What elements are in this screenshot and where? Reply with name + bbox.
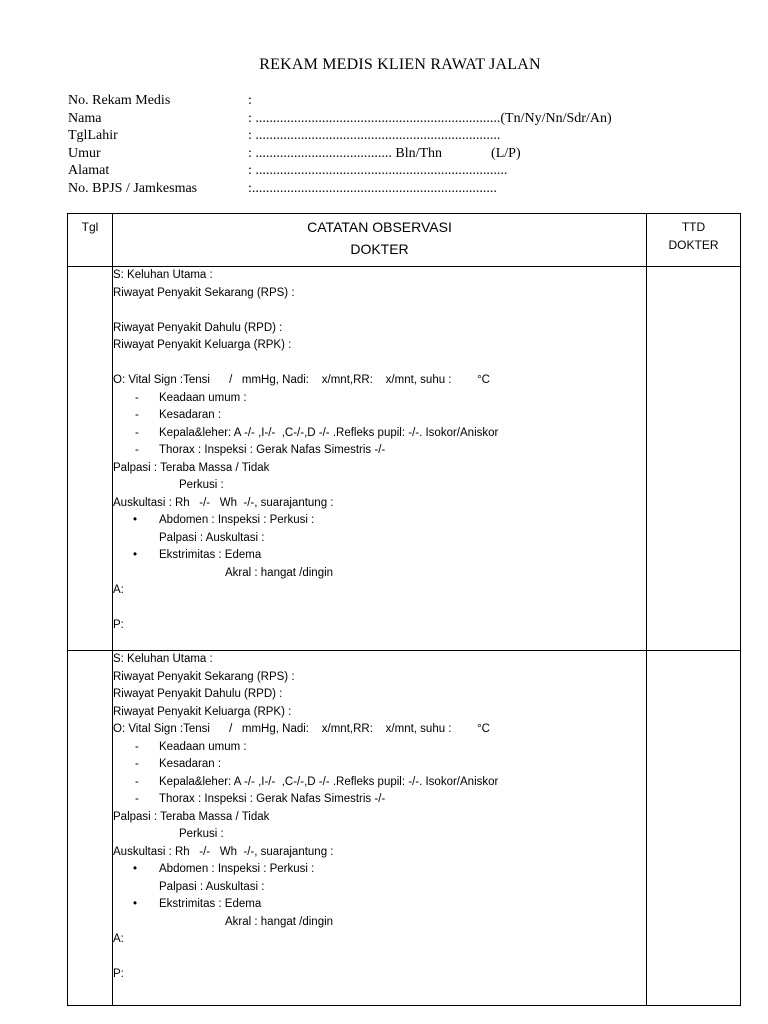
header-catatan-line2: DOKTER xyxy=(350,241,409,257)
document-title: REKAM MEDIS KLIEN RAWAT JALAN xyxy=(259,56,541,73)
field-label: Umur xyxy=(68,145,101,161)
field-value[interactable]: : ......................................................................(Tn/Ny/Nn/Sdr/An) xyxy=(248,110,612,126)
riwayat-rpd: Riwayat Penyakit Dahulu (RPD) : xyxy=(113,688,283,700)
table-row xyxy=(68,267,741,651)
header-ttd-dokter xyxy=(647,214,741,267)
keadaan-umum: - Keadaan umum : xyxy=(113,739,646,757)
kesadaran: - Kesadaran : xyxy=(113,407,646,425)
field-value[interactable]: :...................................................................... xyxy=(248,180,497,196)
blank-line xyxy=(113,355,646,373)
abdomen: • Abdomen : Inspeksi : Perkusi : xyxy=(113,861,646,879)
observation-notes-cell[interactable] xyxy=(113,651,647,1006)
blank-line xyxy=(113,600,646,618)
riwayat-rpk: Riwayat Penyakit Keluarga (RPK) : xyxy=(113,705,292,718)
auskultasi: Auskultasi : Rh -/- Wh -/-, suarajantung : xyxy=(113,845,334,858)
assessment: A: xyxy=(113,933,124,945)
auskultasi: Auskultasi : Rh -/- Wh -/-, suarajantung : xyxy=(113,496,334,509)
field-value[interactable]: : ...................................................................... xyxy=(248,128,501,143)
ekstrimitas: • Ekstrimitas : Edema xyxy=(113,896,646,914)
kepala-leher: - Kepala&leher: A -/- ,I-/- ,C-/-,D -/- .Refleks pupil: -/-. Isokor/Aniskor xyxy=(113,774,646,792)
blank-line xyxy=(113,302,646,320)
ttd-dokter-cell[interactable] xyxy=(647,267,741,651)
riwayat-rpk: Riwayat Penyakit Keluarga (RPK) : xyxy=(113,339,292,351)
ekstrimitas: • Ekstrimitas : Edema xyxy=(113,547,646,565)
plan: P: xyxy=(113,619,124,631)
header-catatan-line1: CATATAN OBSERVASI xyxy=(307,219,452,235)
riwayat-rps: Riwayat Penyakit Sekarang (RPS) : xyxy=(113,670,295,683)
palpasi: Palpasi : Teraba Massa / Tidak xyxy=(113,461,270,474)
abdomen: • Abdomen : Inspeksi : Perkusi : xyxy=(113,512,646,530)
akral: Akral : hangat /dingin xyxy=(225,566,334,579)
table-row xyxy=(68,651,741,1006)
field-value[interactable]: : ....................................... Bln/Thn (L/P) xyxy=(248,145,521,161)
field-label: TglLahir xyxy=(68,128,118,143)
header-tgl: Tgl xyxy=(68,214,113,267)
keadaan-umum: - Keadaan umum : xyxy=(113,390,646,408)
palpasi: Palpasi : Teraba Massa / Tidak xyxy=(113,810,270,823)
field-label: Alamat xyxy=(68,163,110,178)
abdomen-palpasi: Palpasi : Auskultasi : xyxy=(159,880,265,893)
blank-line xyxy=(113,949,646,967)
table-header-row xyxy=(68,214,741,267)
tgl-cell[interactable] xyxy=(68,651,113,1006)
perkusi: Perkusi : xyxy=(179,828,224,840)
riwayat-rps: Riwayat Penyakit Sekarang (RPS) : xyxy=(113,286,295,299)
observation-table xyxy=(67,213,741,1006)
abdomen-palpasi: Palpasi : Auskultasi : xyxy=(159,531,265,544)
kepala-leher: - Kepala&leher: A -/- ,I-/- ,C-/-,D -/- .Refleks pupil: -/-. Isokor/Aniskor xyxy=(113,425,646,443)
keluhan-utama: S: Keluhan Utama : xyxy=(113,653,213,665)
field-label: No. BPJS / Jamkesmas xyxy=(68,180,198,196)
field-label: Nama xyxy=(68,110,102,126)
observation-notes-cell[interactable] xyxy=(113,267,647,651)
header-catatan-observasi xyxy=(113,214,647,267)
field-label: No. Rekam Medis xyxy=(68,93,171,108)
field-value[interactable]: : ........................................................................ xyxy=(248,163,508,178)
kesadaran: - Kesadaran : xyxy=(113,756,646,774)
thorax: - Thorax : Inspeksi : Gerak Nafas Simestris -/- xyxy=(113,442,646,460)
tgl-cell[interactable] xyxy=(68,267,113,651)
header-ttd-line1: TTD xyxy=(681,220,706,234)
assessment: A: xyxy=(113,584,124,596)
vital-sign: O: Vital Sign :Tensi / mmHg, Nadi: x/mnt,RR: x/mnt, suhu : °C xyxy=(113,374,490,386)
riwayat-rpd: Riwayat Penyakit Dahulu (RPD) : xyxy=(113,321,283,334)
header-ttd-line2: DOKTER xyxy=(668,238,719,252)
perkusi: Perkusi : xyxy=(179,479,224,491)
keluhan-utama: S: Keluhan Utama : xyxy=(113,269,213,281)
field-value[interactable]: : xyxy=(248,93,252,108)
akral: Akral : hangat /dingin xyxy=(225,915,334,928)
vital-sign: O: Vital Sign :Tensi / mmHg, Nadi: x/mnt,RR: x/mnt, suhu : °C xyxy=(113,723,490,735)
thorax: - Thorax : Inspeksi : Gerak Nafas Simestris -/- xyxy=(113,791,646,809)
ttd-dokter-cell[interactable] xyxy=(647,651,741,1006)
plan: P: xyxy=(113,968,124,980)
